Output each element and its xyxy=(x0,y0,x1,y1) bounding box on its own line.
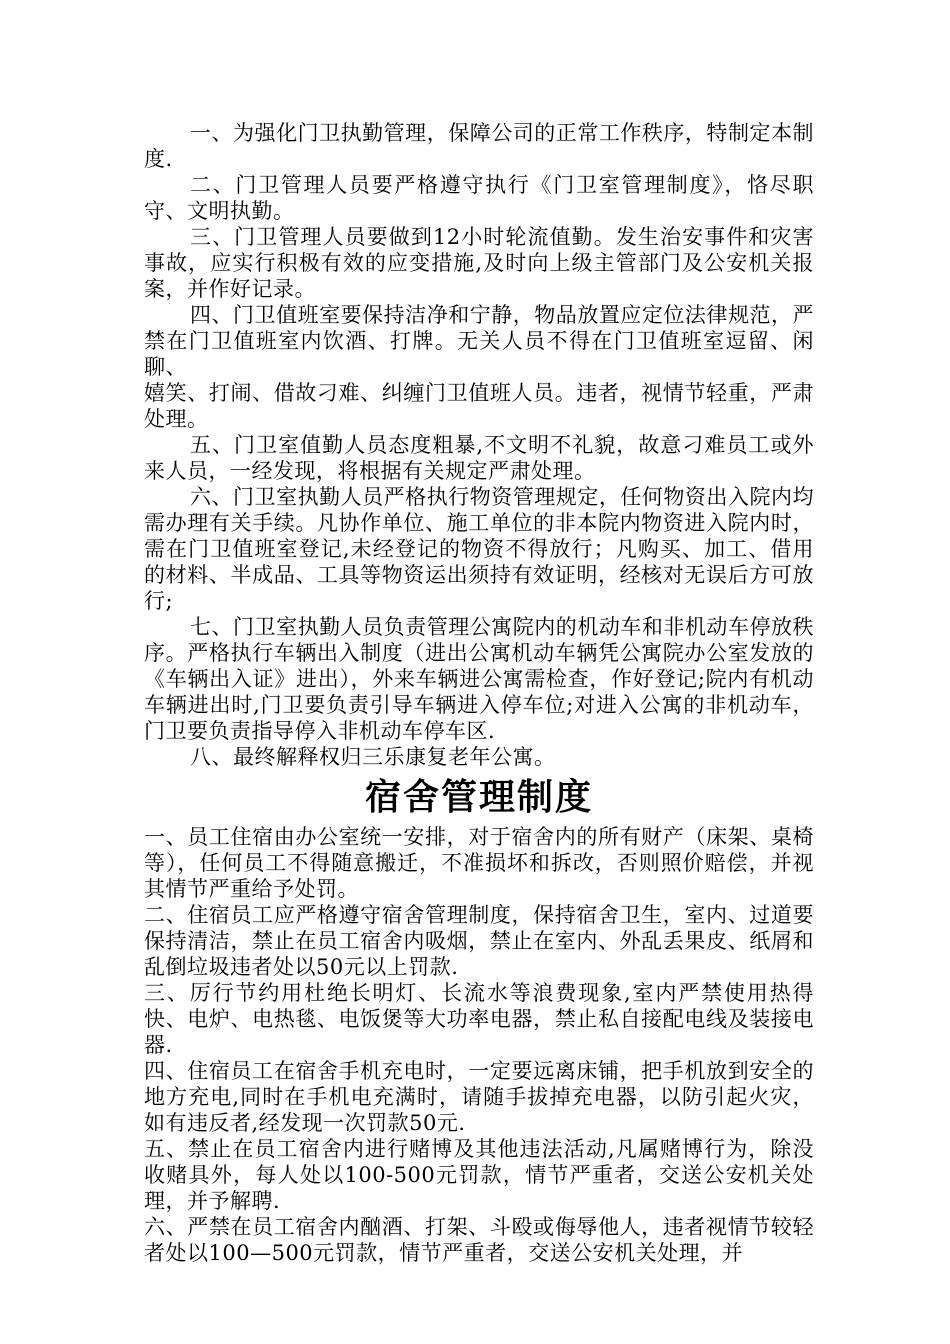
gate-rule-7: 七、门卫室执勤人员负责管理公寓院内的机动车和非机动车停放秩序。严格执行车辆出入制度（进出公寓机动车辆凭公寓院办公室发放的《车辆出入证》进出），外来车辆进公寓需检查，作好登记;院内有机动车辆进出时,门卫要负责引导车辆进入停车位;对进入公寓的非机动车，门卫要负责指导停入非机动车停车区. xyxy=(144,615,814,743)
dorm-rule-4: 四、住宿员工在宿舍手机充电时，一定要远离床铺，把手机放到安全的地方充电,同时在手机电充满时，请随手拔掉充电器，以防引起火灾，如有违反者,经发现一次罚款50元. xyxy=(144,1059,814,1135)
dorm-rule-2: 二、住宿员工应严格遵守宿舍管理制度，保持宿舍卫生，室内、过道要保持清洁，禁止在员工宿舍内吸烟，禁止在室内、外乱丢果皮、纸屑和乱倒垃圾违者处以50元以上罚款. xyxy=(144,903,814,979)
gate-rule-1: 一、为强化门卫执勤管理，保障公司的正常工作秩序，特制定本制度. xyxy=(144,121,814,171)
gate-rule-4: 四、门卫值班室要保持洁净和宁静，物品放置应定位法律规范，严禁在门卫值班室内饮酒、打牌。无关人员不得在门卫值班室逗留、闲聊、 xyxy=(144,303,814,379)
dorm-section-title: 宿舍管理制度 xyxy=(364,777,593,818)
gate-rule-8: 八、最终解释权归三乐康复老年公寓。 xyxy=(190,745,556,769)
dorm-rule-6: 六、严禁在员工宿舍内酗酒、打架、斗殴或侮辱他人，违者视情节较轻者处以100—500元罚款，情节严重者，交送公安机关处理，并 xyxy=(144,1215,814,1265)
gate-rule-2: 二、门卫管理人员要严格遵守执行《门卫室管理制度》，恪尽职守、文明执勤。 xyxy=(144,173,814,223)
gate-rule-6: 六、门卫室执勤人员严格执行物资管理规定，任何物资出入院内均需办理有关手续。凡协作单位、施工单位的非本院内物资进入院内时，需在门卫值班室登记,未经登记的物资不得放行；凡购买、加工、借用的材料、半成品、工具等物资运出须持有效证明，经核对无误后方可放行; xyxy=(144,485,814,613)
gate-rule-3: 三、门卫管理人员要做到12小时轮流值勤。发生治安事件和灾害事故，应实行积极有效的应变措施,及时向上级主管部门及公安机关报案，并作好记录。 xyxy=(144,225,814,301)
dorm-rule-5: 五、禁止在员工宿舍内进行赌博及其他违法活动,凡属赌博行为，除没收赌具外，每人处以100-500元罚款，情节严重者，交送公安机关处理，并予解聘. xyxy=(144,1137,814,1213)
gate-rule-4-continued: 嬉笑、打闹、借故刁难、纠缠门卫值班人员。违者，视情节轻重，严肃处理。 xyxy=(144,381,814,431)
dorm-rule-3: 三、厉行节约用杜绝长明灯、长流水等浪费现象,室内严禁使用热得快、电炉、电热毯、电饭煲等大功率电器，禁止私自接配电线及装接电器. xyxy=(144,981,814,1057)
dorm-rule-1: 一、员工住宿由办公室统一安排，对于宿舍内的所有财产（床架、桌椅等），任何员工不得随意搬迁，不准损坏和拆改，否则照价赔偿，并视其情节严重给予处罚。 xyxy=(144,825,814,901)
document-page xyxy=(144,120,814,1266)
gate-rule-5: 五、门卫室值勤人员态度粗暴,不文明不礼貌，故意刁难员工或外来人员，一经发现，将根据有关规定严肃处理。 xyxy=(144,433,814,483)
